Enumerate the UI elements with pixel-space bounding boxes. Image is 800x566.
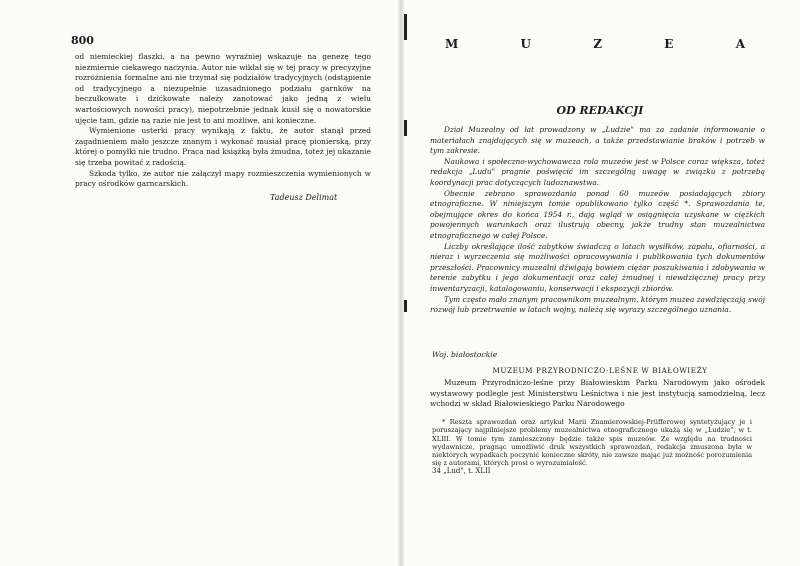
footnote: [432, 418, 752, 468]
page-number: 800: [71, 34, 94, 47]
paragraph: Wymienione usterki pracy wynikają z faktu, że autor stanął przed zagadnieniem mało jeszcze znanym i wykonać musiał pracę pionierską, przy której o pomyłki nie trudno. Praca nad książką była żmudna, toteż jej ukazanie się trzeba powitać z radością.: [75, 126, 371, 167]
editorial-text: [430, 125, 765, 316]
header-letter: Z: [593, 37, 603, 51]
paragraph: Liczby określające ilość zabytków świadczą o latach wysiłków, zapału, ofiarności, a nieraz i wyrzeczenia się możliwości opracowywania i publikowania tych dokumentów przeszłości. Pracownicy muzealni dźwigają bowiem ciężar poszukiwania i zdobywania w terenie zabytku i jego dokumentacji oraz całej żmudnej i niewdzięcznej pracy przy inwentaryzacji, katalogowaniu, konserwacji i ekspozycji zbiorów.: [430, 241, 765, 293]
header-letter: E: [664, 37, 674, 51]
printer-signature: 34 „Lud", t. XLII: [432, 467, 491, 475]
header-letter: U: [520, 37, 532, 51]
left-body-text: [75, 52, 371, 190]
section-header: [445, 37, 745, 51]
editorial-title: OD REDAKCJI: [556, 104, 644, 117]
footnote-text: * Reszta sprawozdań oraz artykuł Marii Znamierowskiej-Prüfferowej syntetyzujący je i poruszający najpilniejsze problemy muzealnictwa etnograficznego ukażą się w „Ludzie", w t. XLIII. W tomie tym zamieszczony będzie także spis muzeów. Ze względu na trudności wydawnicze, pragnąc umożliwić druk wszystkich sprawozdań, redakcja zmuszona była w niektórych wypadkach poczynić konieczne skróty, nie zawsze mając już możność porozumienia się z autorami, których prosi o wyrozumiałość.: [432, 418, 752, 468]
author-signature: Tadeusz Delimat: [270, 193, 338, 202]
paragraph: Tym często mało znanym pracownikom muzealnym, którym muzea zawdzięczają swój rozwój lub przetrwanie w latach wojny, należą się wyrazy szczególnego uznania.: [430, 294, 765, 315]
museum-text: [430, 378, 765, 410]
paragraph: Obecnie zebrano sprawozdania ponad 60 muzeów posiadających zbiory etnograficzne. W niniejszym tomie opublikowano tylko część *. Sprawozdania te, obejmujące okres do końca 1954 r., dają wgląd w osiągnięcia uzyskane w ciężkich powojennych warunkach oraz ilustrują obecny, jakże trudny stan muzealnictwa etnograficznego w całej Polsce.: [430, 188, 765, 240]
museum-title: MUZEUM PRZYRODNICZO-LEŚNE W BIAŁOWIEŻY: [492, 366, 708, 375]
header-letter: A: [735, 37, 745, 51]
header-letter: M: [445, 37, 459, 51]
region-label: Woj. białostockie: [432, 350, 498, 359]
paragraph: Szkoda tylko, że autor nie załączył mapy rozmieszczenia wymienionych w pracy ośrodków garncarskich.: [75, 168, 371, 189]
paragraph: Muzeum Przyrodniczo-leśne przy Białowieskim Parku Narodowym jako ośrodek wystawowy podlegle jest Ministerstwu Leśnictwa i nie jest instytucją samodzielną, lecz wchodzi w skład Białowieskiego Parku Narodowego: [430, 378, 765, 409]
paragraph: od niemieckiej flaszki, a na pewno wyraźniej wskazuje na genezę tego niezmiernie ciekawego naczynia. Autor nie wikłał się w tej pracy w precyzyjne rozróżnienia formalne ani nie trzymał się podziałów tradycyjnych (odstąpienie od tradycyjnego a niezupełnie uzasadnionego podziału garnków na beczułkowate i dzićkowate należy zanotować jako jedną z wielu wartościowych nowości pracy), niepotrzebnie jednak kusił się o nowatorskie ujęcie tam, gdzie na razie nie jest to ani możliwe, ani konieczne.: [75, 52, 371, 125]
right-page: [400, 0, 800, 566]
paragraph: Naukowa i społeczno-wychowawcza rola muzeów jest w Polsce coraz większa, toteż redakcja „Ludu" pragnie poświęcić im szczególną uwagę w związku z potrzebą koordynacji prac dotyczących ludoznawstwa.: [430, 156, 765, 187]
paragraph: Dział Muzealny od lat prowadzony w „Ludzie" ma za zadanie informowanie o materiałach znajdujących się w muzeach, a także przedstawianie braków i potrzeb w tym zakresie.: [430, 125, 765, 156]
